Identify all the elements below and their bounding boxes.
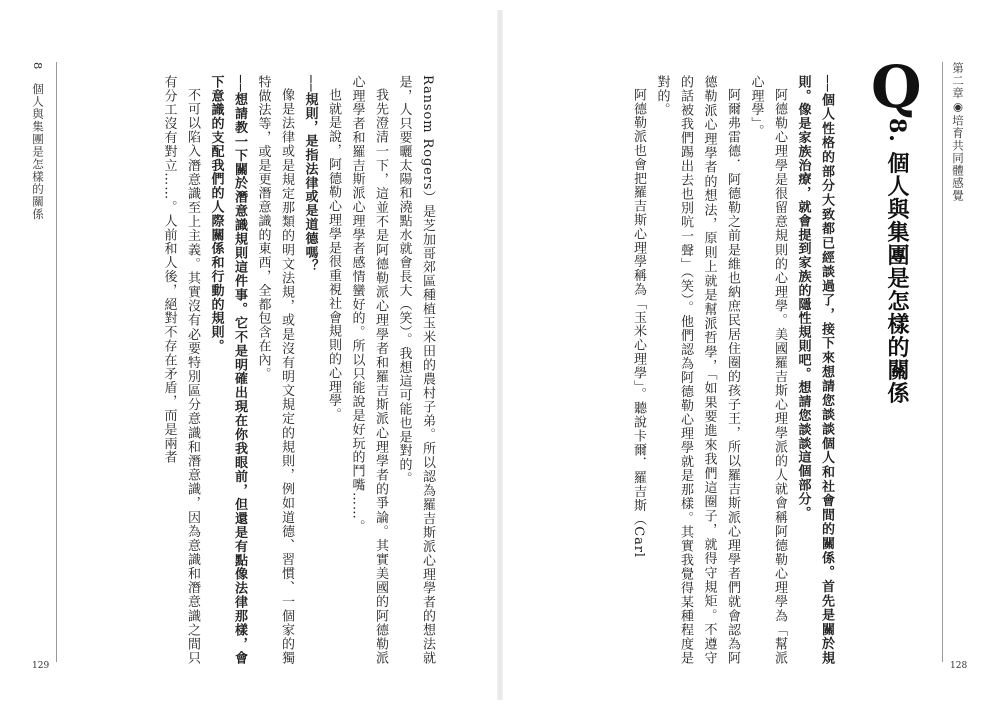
paragraph-question: ──規則，是指法律或是道德嗎？ — [302, 75, 318, 274]
paragraph-question: ──想請教一下關於潛意識規則這件事。它不是明確出現在你我眼前，但還是有點像法律那樣，會下意識的支配我們的人際關係和行動的規則。 — [208, 75, 247, 665]
question-marker: Q — [871, 53, 922, 121]
page-number-right: 128 — [950, 661, 968, 671]
paragraph: 阿德勒心理學是很留意規則的心理學。美國羅吉斯心理學派的人就會稱阿德勒心理學為「幫派心理學」。 — [748, 75, 787, 665]
paragraph: 像是法律或是規定那類的明文法規，或是沒有明文規定的規則，例如道德、習慣、一個家的獨特做法等，或是更潛意識的東西，全都包含在內。 — [255, 75, 294, 665]
running-head-right: 第二章◉培育共同體感覺 — [951, 62, 965, 202]
margin-rule-right — [942, 62, 943, 662]
paragraph-continuation: Ransom Rogers）是芝加哥郊區種植玉米田的農村子弟。所以認為羅吉斯派心理學者的想法就是，人只要曬太陽和澆點水就會長大（笑）。我想這可能也是對的。 — [396, 75, 435, 665]
margin-rule-left — [56, 62, 57, 662]
paragraph: 不可以陷入潛意識至上主義。其實沒有必要特別區分意識和潛意識，因為意識和潛意識之間只有分工沒有對立……。人前和人後，絕對不存在矛盾，而是兩者 — [161, 75, 200, 665]
paragraph: 阿爾弗雷德．阿德勒之前是維也納庶民居住圈的孩子王，所以羅吉斯派心理學者們就會認為阿德勒派心理學者的想法，原則上就是幫派哲學，「如果要進來我們這圈子，就得守規矩。不遵守的話被我們踢出去也別吭一聲」（笑）。他們認為阿德勒心理學就是那樣。其實我覺得某種程度是對的。 — [654, 75, 740, 665]
paragraph: 也就是說，阿德勒心理學是很重視社會規則的心理學。 — [326, 88, 341, 422]
running-head-left: 8 個人與集團是怎樣的關係 — [31, 62, 45, 221]
question-title: 8. 個人與集團是怎樣的關係 — [884, 118, 910, 405]
book-gutter — [497, 10, 503, 700]
right-page-body — [576, 75, 838, 665]
paragraph: 阿德勒派也會把羅吉斯心理學稱為「玉米心理學」。聽說卡爾．羅吉斯（Carl — [631, 88, 646, 558]
paragraph-question: ──個人性格的部分大致都已經談過了，接下來想請您談談個人和社會間的關係。首先是關於規則。像是家族治療，就會提到家族的隱性規則吧。想請您談談這個部分。 — [795, 75, 834, 665]
paragraph: 我先澄清一下，這並不是阿德勒派心理學者和羅吉斯派心理學者的爭論。其實美國的阿德勒派心理學者和羅吉斯派心理學者感情蠻好的。所以只能說是好玩的鬥嘴……。 — [349, 75, 388, 665]
page-number-left: 129 — [32, 661, 50, 671]
left-page-body — [95, 75, 439, 665]
